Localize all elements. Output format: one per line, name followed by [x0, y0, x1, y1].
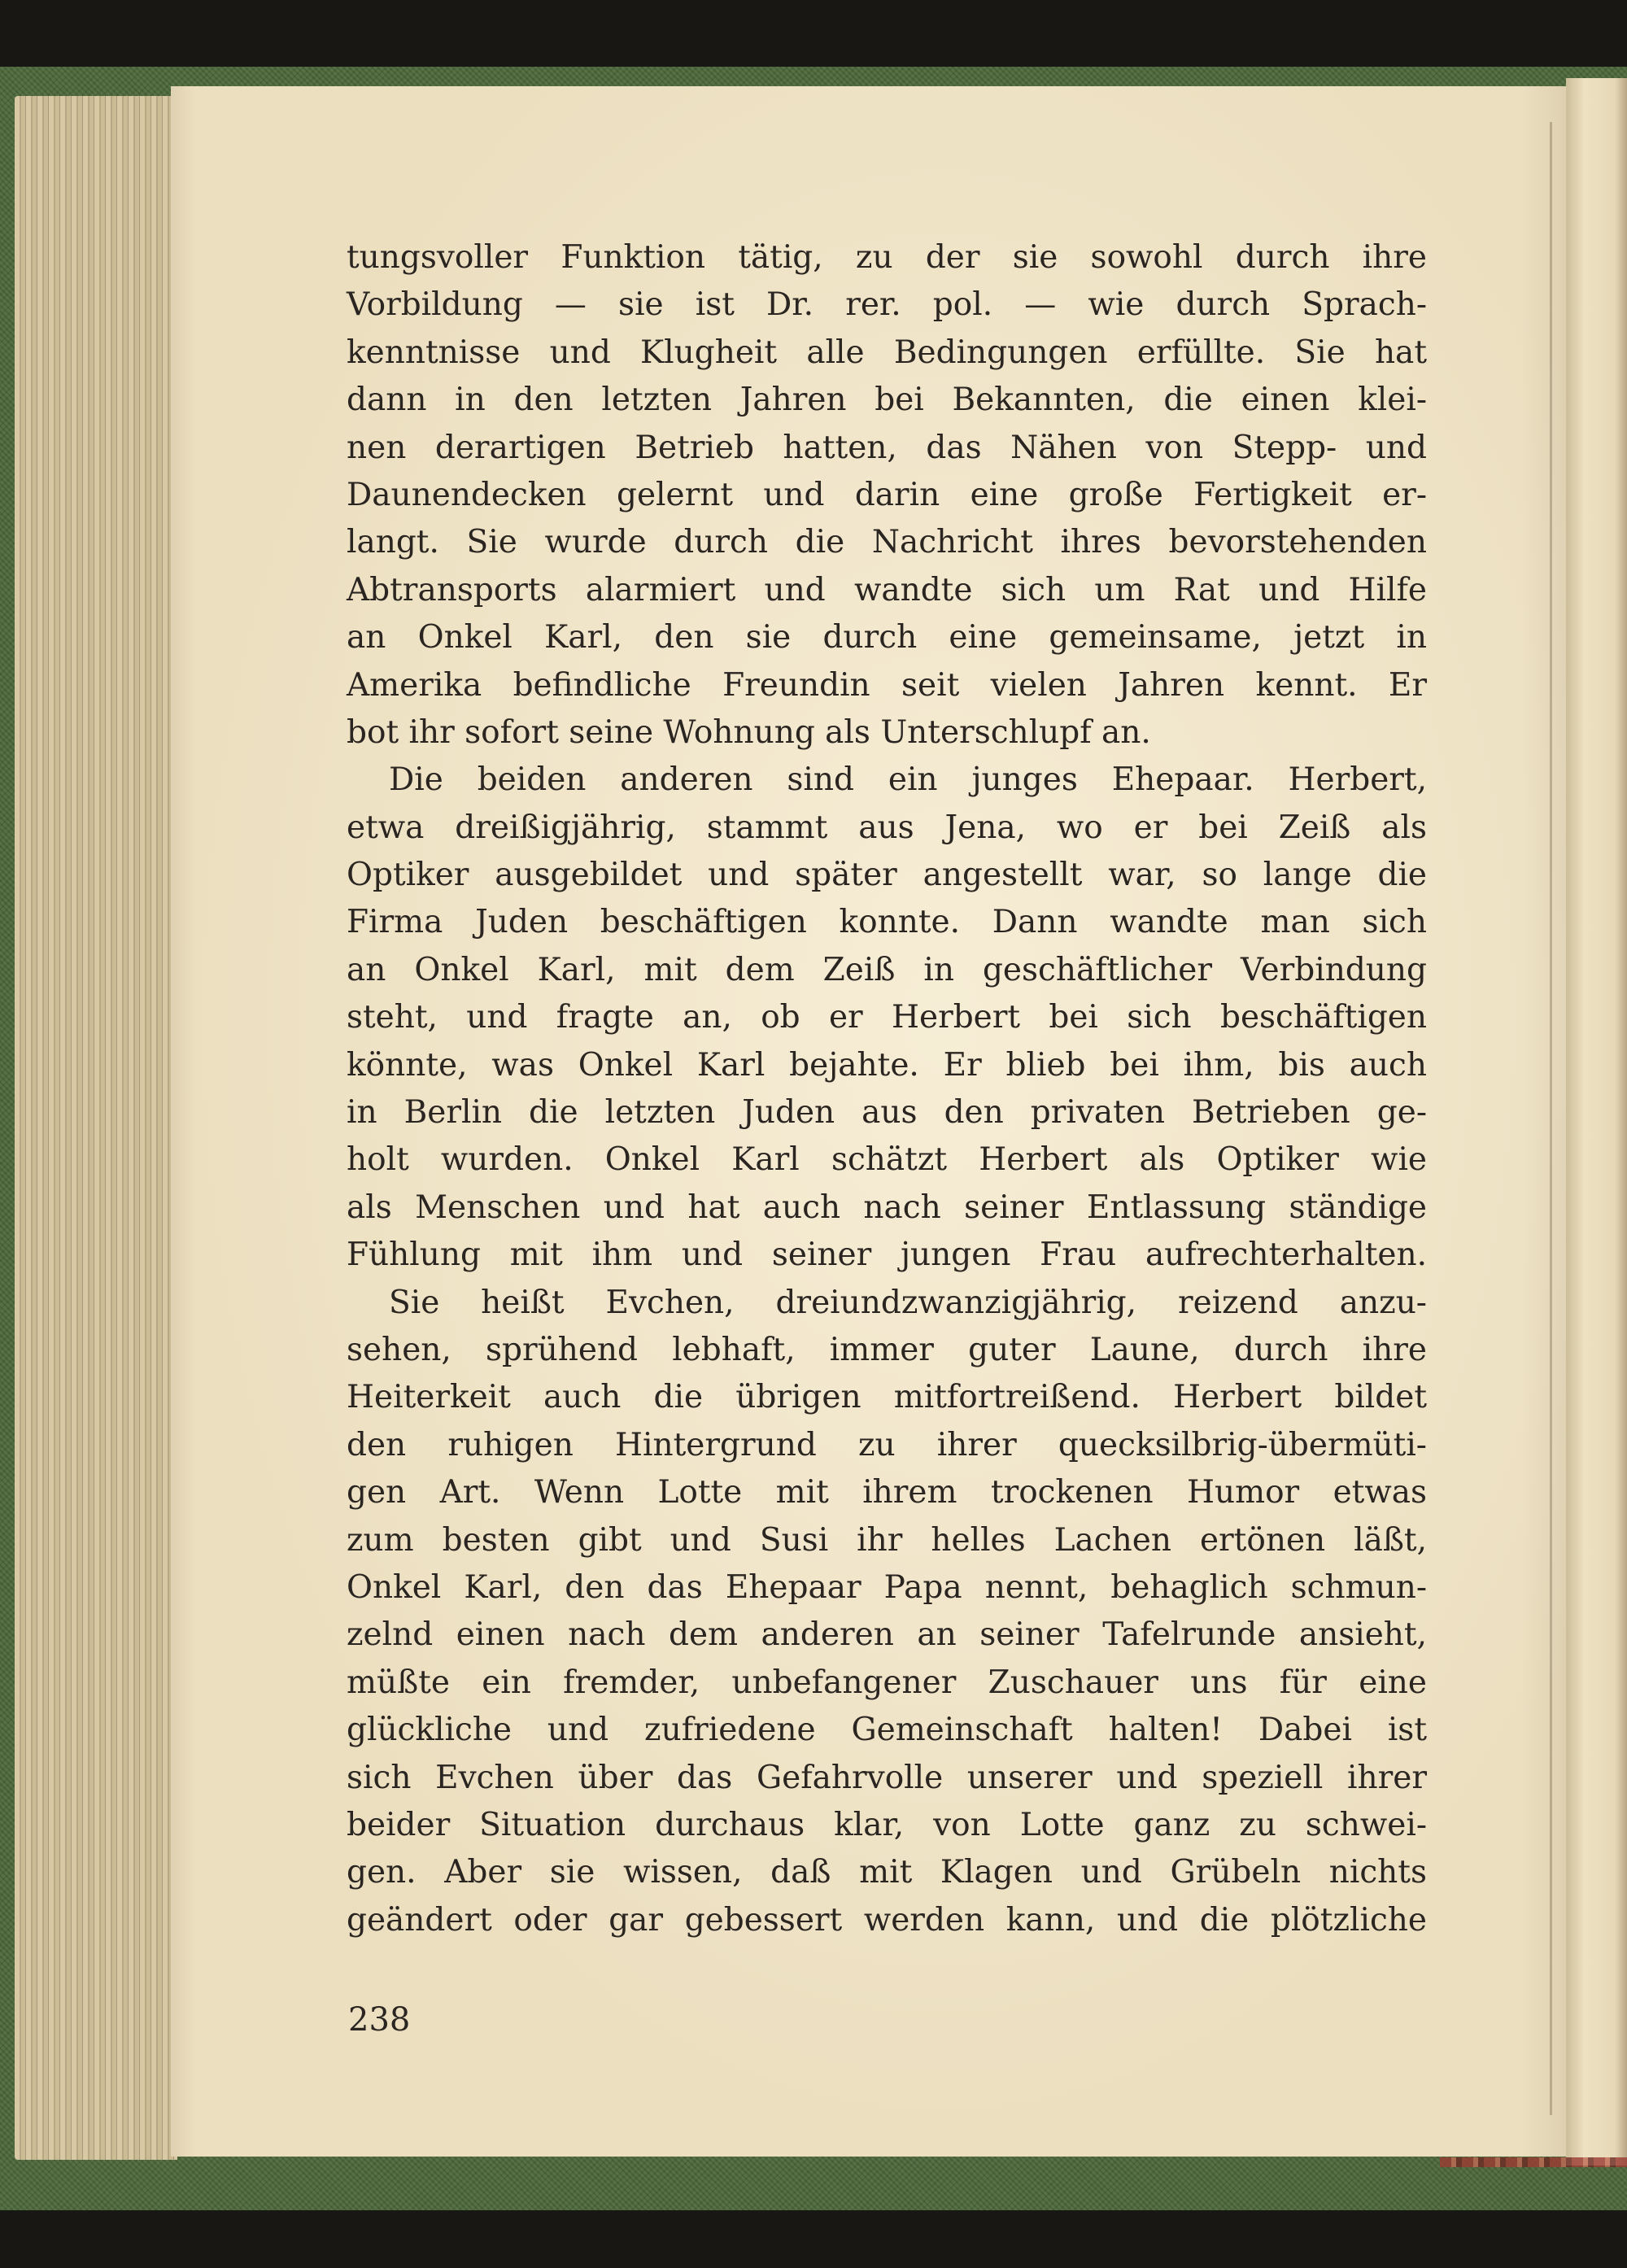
- text-line: nen derartigen Betrieb hatten, das Nähen von Stepp- und: [347, 429, 1427, 466]
- text-line: Abtransports alarmiert und wandte sich um Rat und Hilfe: [347, 571, 1427, 608]
- text-line: Firma Juden beschäftigen konnte. Dann wandte man sich: [347, 904, 1427, 941]
- paragraph-1: [347, 234, 1427, 757]
- text-line: zelnd einen nach dem anderen an seiner Tafelrunde ansieht,: [347, 1616, 1427, 1654]
- text-line: an Onkel Karl, den sie durch eine gemeinsame, jetzt in: [347, 619, 1427, 656]
- text-line: geändert oder gar gebessert werden kann, und die plötzliche: [347, 1901, 1427, 1939]
- text-line: glückliche und zufriedene Gemeinschaft halten! Dabei ist: [347, 1712, 1427, 1749]
- text-line: tungsvoller Funktion tätig, zu der sie sowohl durch ihre: [347, 239, 1427, 276]
- text-line: könnte, was Onkel Karl bejahte. Er blieb bei ihm, bis auch: [347, 1046, 1427, 1084]
- text-line: Daunendecken gelernt und darin eine große Fertigkeit er-: [347, 476, 1427, 513]
- text-line: gen. Aber sie wissen, daß mit Klagen und Grübeln nichts: [347, 1854, 1427, 1891]
- text-line: Optiker ausgebildet und später angestellt war, so lange die: [347, 857, 1427, 894]
- gutter-shadow-line: [1550, 122, 1552, 2115]
- text-line: kenntnisse und Klugheit alle Bedingungen erfüllte. Sie hat: [347, 334, 1427, 371]
- text-line: langt. Sie wurde durch die Nachricht ihres bevorstehenden: [347, 524, 1427, 561]
- page-edges-stack: [15, 96, 177, 2160]
- text-line: sehen, sprühend lebhaft, immer guter Laune, durch ihre: [347, 1331, 1427, 1368]
- text-line: beider Situation durchaus klar, von Lotte ganz zu schwei-: [347, 1806, 1427, 1843]
- text-line: an Onkel Karl, mit dem Zeiß in geschäftlicher Verbindung: [347, 951, 1427, 988]
- paragraph-3: [347, 1280, 1427, 1944]
- text-line: in Berlin die letzten Juden aus den privaten Betrieben ge-: [347, 1094, 1427, 1132]
- text-line: als Menschen und hat auch nach seiner Entlassung ständige: [347, 1189, 1427, 1226]
- text-line: dann in den letzten Jahren bei Bekannten, die einen klei-: [347, 382, 1427, 419]
- text-line: Vorbildung — sie ist Dr. rer. pol. — wie durch Sprach-: [347, 286, 1427, 324]
- text-line: Fühlung mit ihm und seiner jungen Frau aufrechterhalten.: [347, 1236, 1427, 1274]
- page-number: 238: [348, 2001, 411, 2039]
- text-line: bot ihr sofort seine Wohnung als Unterschlupf an.: [347, 713, 1151, 751]
- text-line: zum besten gibt und Susi ihr helles Lachen ertönen läßt,: [347, 1521, 1427, 1559]
- text-line: Amerika befindliche Freundin seit vielen Jahren kennt. Er: [347, 666, 1427, 704]
- text-line: müßte ein fremder, unbefangener Zuschauer uns für eine: [347, 1664, 1427, 1701]
- text-line: sich Evchen über das Gefahrvolle unserer und speziell ihrer: [347, 1759, 1427, 1796]
- text-line: Sie heißt Evchen, dreiundzwanzigjährig, reizend anzu-: [389, 1284, 1427, 1321]
- text-line: steht, und fragte an, ob er Herbert bei sich beschäftigen: [347, 999, 1427, 1036]
- text-line: gen Art. Wenn Lotte mit ihrem trockenen Humor etwas: [347, 1474, 1427, 1511]
- text-line: den ruhigen Hintergrund zu ihrer quecksilbrig-übermüti-: [347, 1426, 1427, 1463]
- paragraph-2: [347, 757, 1427, 1279]
- text-line: etwa dreißigjährig, stammt aus Jena, wo er bei Zeiß als: [347, 809, 1427, 846]
- red-page-edge: [1440, 2157, 1627, 2167]
- page-gutter: [1566, 78, 1627, 2166]
- text-line: Heiterkeit auch die übrigen mitfortreißend. Herbert bildet: [347, 1379, 1427, 1416]
- body-text: [347, 234, 1427, 1944]
- text-line: holt wurden. Onkel Karl schätzt Herbert als Optiker wie: [347, 1141, 1427, 1179]
- text-line: Onkel Karl, den das Ehepaar Papa nennt, behaglich schmun-: [347, 1568, 1427, 1606]
- text-line: Die beiden anderen sind ein junges Ehepaar. Herbert,: [389, 761, 1427, 799]
